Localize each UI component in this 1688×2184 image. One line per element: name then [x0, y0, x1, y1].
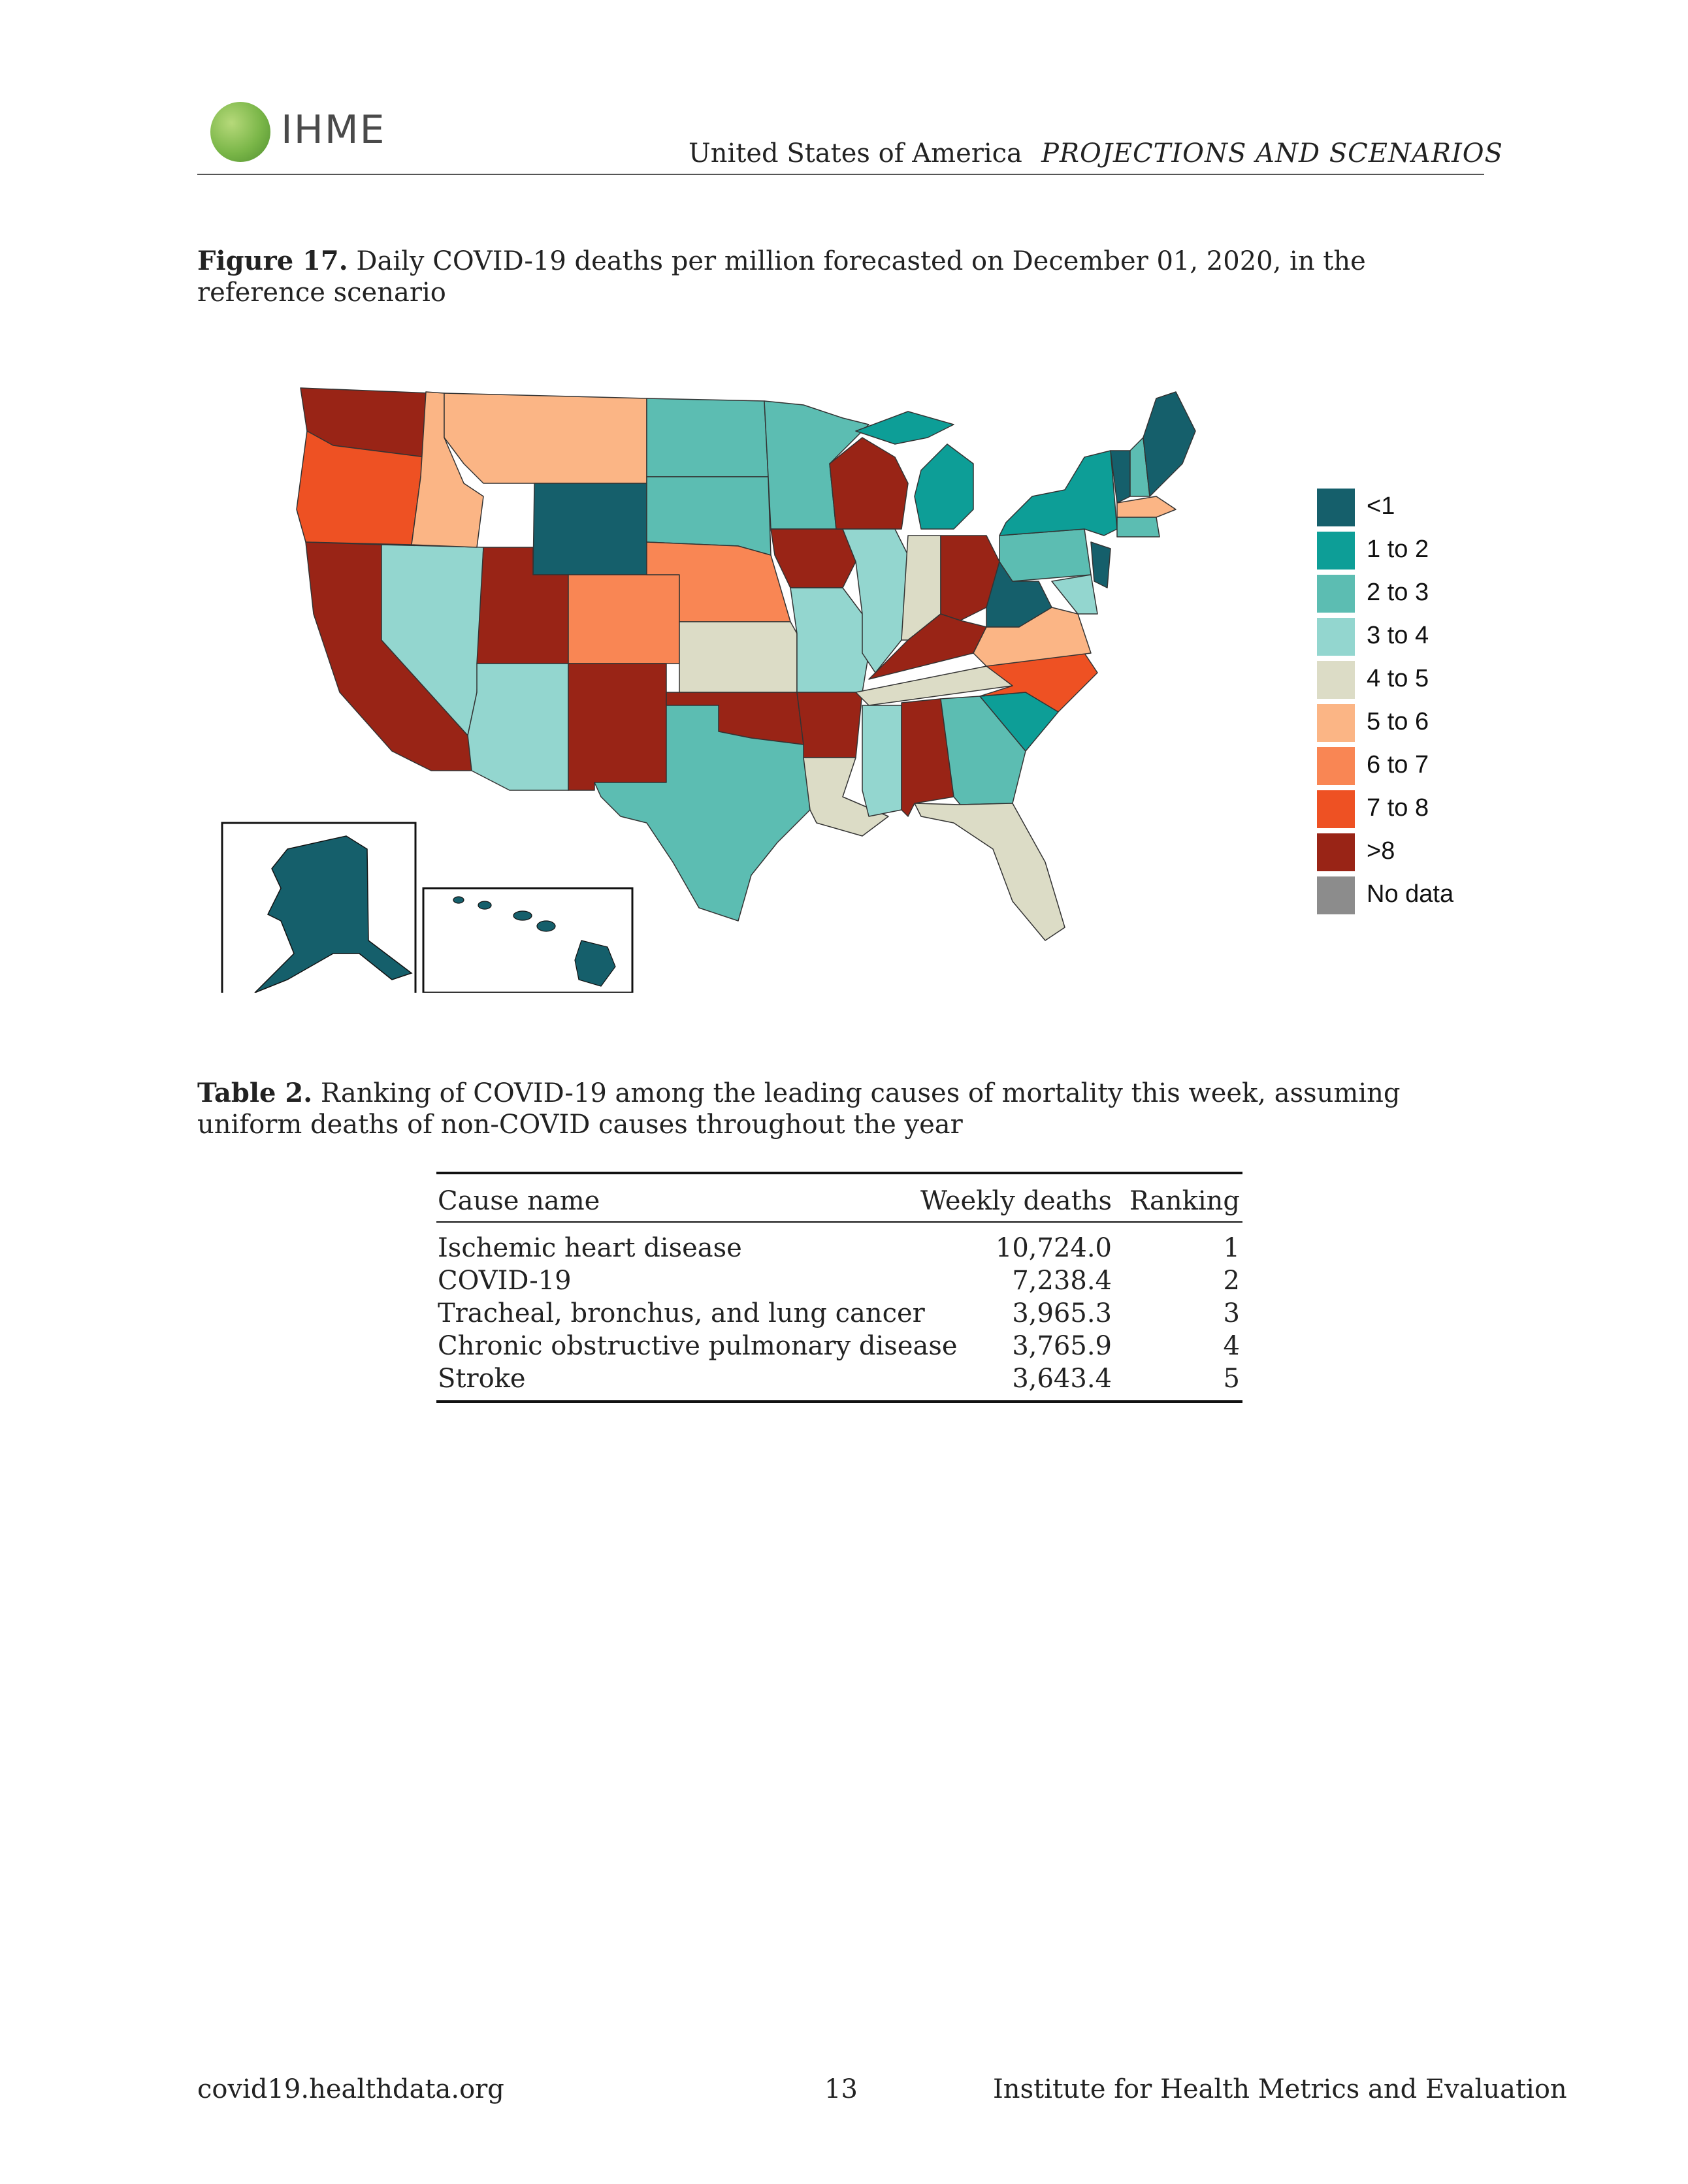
table-caption-text: Ranking of COVID-19 among the leading causes of mortality this week, assuming uniform deaths of non-COVID causes throughout the year — [197, 1078, 1401, 1140]
rank-cell: 5 — [1223, 1364, 1240, 1394]
rank-cell: 1 — [1223, 1233, 1240, 1263]
legend-label: 7 to 8 — [1367, 794, 1429, 822]
state-massachusetts — [1117, 496, 1176, 517]
table-label: Table 2. — [197, 1078, 313, 1108]
column-header-ranking: Ranking — [1129, 1186, 1240, 1216]
state-michigan-up — [856, 411, 954, 444]
legend-swatch — [1317, 747, 1355, 785]
figure-caption-text: Daily COVID-19 deaths per million forecasted on December 01, 2020, in the reference scenario — [197, 246, 1366, 308]
ihme-logo — [210, 99, 406, 165]
legend-item — [1317, 489, 1474, 526]
legend-item — [1317, 532, 1474, 570]
legend-label: 1 to 2 — [1367, 536, 1429, 563]
state-north-dakota — [647, 398, 768, 477]
figure-label: Figure 17. — [197, 246, 348, 276]
legend-item — [1317, 790, 1474, 828]
state-arkansas — [797, 692, 862, 758]
state-mississippi — [862, 705, 901, 816]
state-pennsylvania — [999, 529, 1091, 581]
legend-item — [1317, 575, 1474, 613]
legend-label: 2 to 3 — [1367, 579, 1429, 606]
figure-caption — [197, 246, 1497, 308]
state-new-jersey — [1091, 542, 1111, 588]
state-new-york — [999, 451, 1117, 536]
logo-text: IHME — [281, 107, 386, 153]
state-missouri — [790, 588, 869, 692]
column-header-cause: Cause name — [438, 1186, 600, 1216]
rank-cell: 3 — [1223, 1298, 1240, 1328]
legend-item — [1317, 704, 1474, 742]
us-choropleth-map — [216, 366, 1326, 993]
state-florida — [915, 803, 1065, 940]
page-number: 13 — [824, 2074, 858, 2104]
deaths-cell: 10,724.0 — [995, 1233, 1112, 1263]
legend-label: <1 — [1367, 492, 1395, 520]
rank-cell: 2 — [1223, 1266, 1240, 1296]
legend-item — [1317, 833, 1474, 871]
column-header-weekly-deaths: Weekly deaths — [920, 1186, 1112, 1216]
legend-label: 4 to 5 — [1367, 665, 1429, 692]
legend-swatch — [1317, 618, 1355, 656]
legend-item — [1317, 661, 1474, 699]
state-kansas — [679, 622, 797, 692]
cause-cell: Tracheal, bronchus, and lung cancer — [438, 1298, 925, 1328]
legend-item — [1317, 747, 1474, 785]
legend-swatch — [1317, 704, 1355, 742]
deaths-cell: 3,965.3 — [1012, 1298, 1112, 1328]
deaths-cell: 3,765.9 — [1012, 1331, 1112, 1361]
legend-swatch — [1317, 489, 1355, 526]
legend-label: 5 to 6 — [1367, 708, 1429, 735]
table-caption — [197, 1078, 1491, 1140]
mortality-ranking-table — [436, 1172, 1242, 1407]
deaths-cell: 7,238.4 — [1012, 1266, 1112, 1296]
table-top-rule — [436, 1172, 1242, 1174]
cause-cell: Ischemic heart disease — [438, 1233, 742, 1263]
legend-label: 3 to 4 — [1367, 622, 1429, 649]
footer-website: covid19.healthdata.org — [197, 2074, 504, 2104]
legend-swatch — [1317, 661, 1355, 699]
table-header-rule — [436, 1221, 1242, 1223]
state-maryland-delaware — [1052, 575, 1097, 614]
legend-swatch — [1317, 532, 1355, 570]
state-michigan — [915, 444, 973, 529]
state-montana — [444, 393, 647, 483]
state-wyoming — [533, 483, 647, 575]
state-arizona — [468, 664, 568, 790]
legend-swatch — [1317, 790, 1355, 828]
legend-swatch — [1317, 833, 1355, 871]
legend-swatch — [1317, 876, 1355, 914]
legend-swatch — [1317, 575, 1355, 613]
state-iowa — [771, 529, 856, 588]
cause-cell: Chronic obstructive pulmonary disease — [438, 1331, 958, 1361]
state-new-mexico — [568, 664, 666, 790]
deaths-cell: 3,643.4 — [1012, 1364, 1112, 1394]
state-colorado — [568, 575, 679, 664]
legend-label: >8 — [1367, 837, 1395, 865]
legend-item — [1317, 876, 1474, 914]
legend-label: 6 to 7 — [1367, 751, 1429, 779]
state-maine — [1143, 392, 1195, 496]
state-alaska — [255, 836, 412, 993]
leaf-icon — [210, 102, 270, 162]
header-divider — [197, 174, 1484, 175]
header-section: PROJECTIONS AND SCENARIOS — [1041, 138, 1503, 169]
state-hawaii — [453, 897, 615, 986]
legend-item — [1317, 618, 1474, 656]
cause-cell: COVID-19 — [438, 1266, 572, 1296]
table-bottom-rule — [436, 1400, 1242, 1403]
cause-cell: Stroke — [438, 1364, 526, 1394]
footer-institute: Institute for Health Metrics and Evaluation — [993, 2074, 1567, 2104]
state-connecticut-ri — [1117, 517, 1160, 537]
header-country: United States of America — [689, 138, 1022, 169]
legend-label: No data — [1367, 880, 1454, 908]
rank-cell: 4 — [1223, 1331, 1240, 1361]
